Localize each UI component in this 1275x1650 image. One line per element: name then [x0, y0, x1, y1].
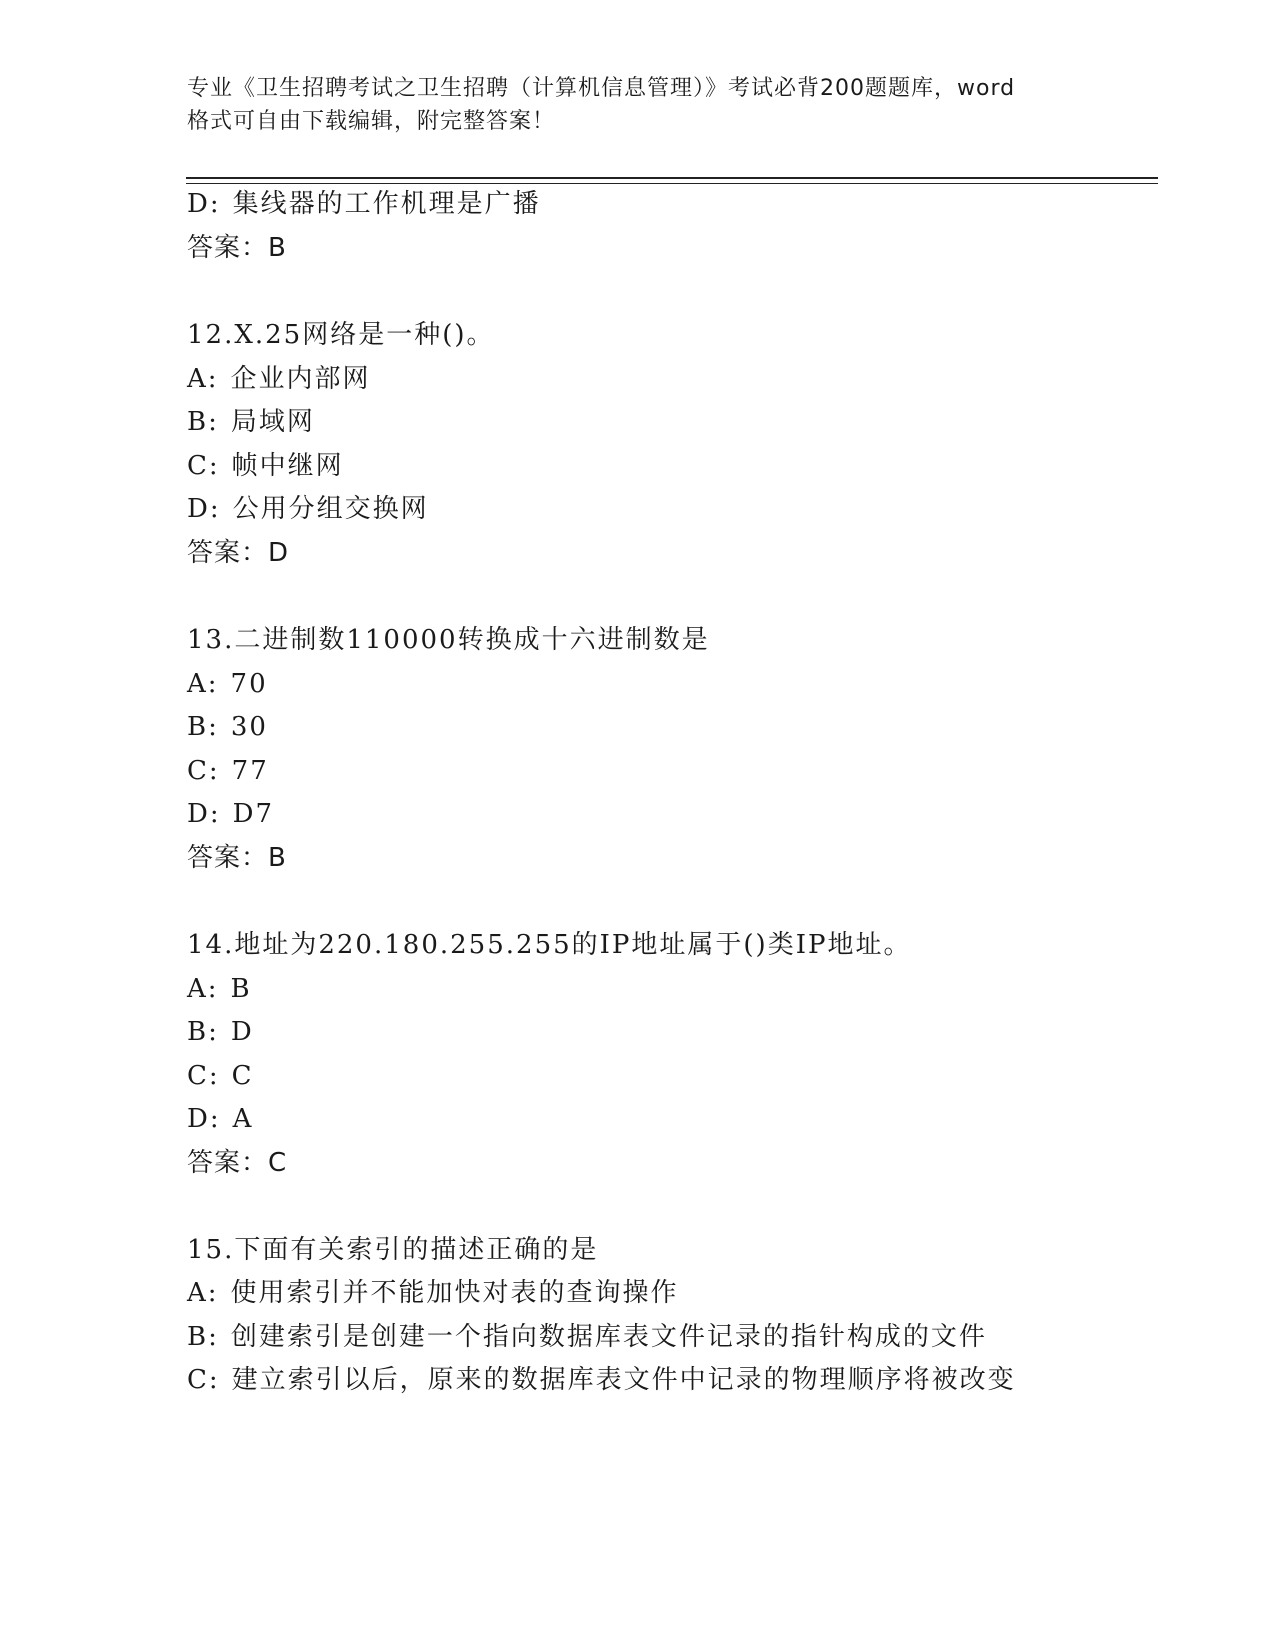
option-label: A: — [187, 669, 219, 699]
q12-option-a — [187, 362, 371, 396]
option-label: A: — [187, 1278, 219, 1308]
option-label: D: — [187, 1104, 221, 1134]
q12-answer — [187, 536, 289, 570]
answer-label: 答案： — [187, 843, 269, 873]
q13-option-b — [187, 710, 268, 744]
option-text: 70 — [230, 669, 268, 699]
q14-answer — [187, 1146, 287, 1180]
option-text: 30 — [230, 712, 268, 742]
q13-option-d — [187, 797, 274, 831]
option-label: D: — [187, 799, 221, 829]
option-label: B: — [187, 1017, 219, 1047]
option-label: C: — [187, 1061, 220, 1091]
option-label: A: — [187, 364, 219, 394]
option-text: D — [230, 1017, 254, 1047]
prev-answer — [187, 231, 287, 265]
answer-value: B — [268, 843, 287, 873]
answer-label: 答案： — [187, 538, 269, 568]
document-header — [187, 72, 1087, 138]
option-text: B — [230, 974, 252, 1004]
q14-stem: 14.地址为220.180.255.255的IP地址属于()类IP地址。 — [187, 930, 912, 960]
q15-option-b — [187, 1320, 987, 1354]
answer-value: B — [268, 233, 287, 263]
option-text: 公用分组交换网 — [232, 494, 429, 524]
option-text: 企业内部网 — [230, 364, 371, 394]
q15-option-a — [187, 1276, 679, 1310]
q12-option-c — [187, 449, 344, 483]
header-divider-thick — [186, 177, 1158, 179]
q14-option-c — [187, 1059, 254, 1093]
option-text: 创建索引是创建一个指向数据库表文件记录的指针构成的文件 — [230, 1322, 987, 1352]
option-label: C: — [187, 1365, 220, 1395]
option-label: C: — [187, 756, 220, 786]
q12-option-d — [187, 492, 429, 526]
option-text: 77 — [231, 756, 269, 786]
header-title-line-2: 格式可自由下载编辑，附完整答案！ — [187, 109, 556, 134]
option-label: B: — [187, 712, 219, 742]
option-text: 建立索引以后，原来的数据库表文件中记录的物理顺序将被改变 — [231, 1365, 1016, 1395]
q15-stem: 15.下面有关索引的描述正确的是 — [187, 1235, 599, 1265]
option-text: C — [231, 1061, 254, 1091]
q13-option-a — [187, 667, 268, 701]
option-label: C: — [187, 451, 220, 481]
header-title-line-1: 专业《卫生招聘考试之卫生招聘（计算机信息管理）》考试必背200题题库，word — [187, 76, 1016, 101]
q13-stem: 13.二进制数110000转换成十六进制数是 — [187, 625, 710, 655]
answer-value: C — [268, 1148, 288, 1178]
q13-answer — [187, 841, 287, 875]
option-text: 集线器的工作机理是广播 — [232, 189, 541, 219]
option-text: A — [232, 1104, 254, 1134]
header-divider-thin — [186, 183, 1158, 184]
option-text: D7 — [232, 799, 274, 829]
answer-label: 答案： — [187, 233, 269, 263]
q14-option-d — [187, 1102, 253, 1136]
option-label: D: — [187, 189, 221, 219]
option-text: 局域网 — [230, 407, 315, 437]
option-label: D: — [187, 494, 221, 524]
q14-option-b — [187, 1015, 254, 1049]
option-label: B: — [187, 1322, 219, 1352]
q12-option-b — [187, 405, 315, 439]
prev-option-d — [187, 187, 541, 221]
option-label: A: — [187, 974, 219, 1004]
q12-stem: 12.X.25网络是一种()。 — [187, 320, 495, 350]
answer-value: D — [268, 538, 290, 568]
option-text: 使用索引并不能加快对表的查询操作 — [230, 1278, 679, 1308]
answer-label: 答案： — [187, 1148, 269, 1178]
q15-option-c — [187, 1363, 1016, 1397]
option-label: B: — [187, 407, 219, 437]
q14-option-a — [187, 972, 252, 1006]
option-text: 帧中继网 — [231, 451, 344, 481]
q13-option-c — [187, 754, 269, 788]
